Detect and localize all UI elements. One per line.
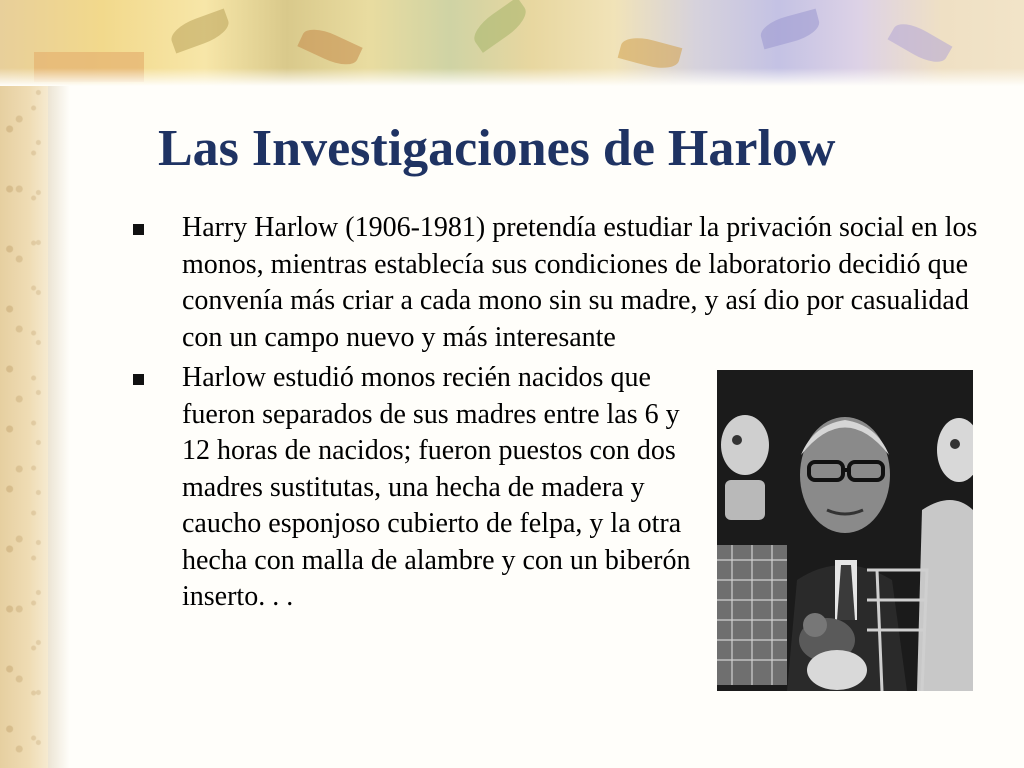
banner-block	[34, 52, 144, 82]
harlow-photo	[717, 370, 973, 691]
leaf-decoration	[167, 9, 232, 54]
photo-illustration	[717, 370, 973, 691]
slide-title: Las Investigaciones de Harlow	[158, 120, 836, 177]
leaf-decoration	[758, 9, 823, 50]
leaf-decoration	[468, 0, 532, 53]
top-decorative-banner	[0, 0, 1024, 86]
leaf-decoration	[618, 33, 683, 74]
bullet-text: Harry Harlow (1906-1981) pretendía estudiar la privación social en los monos, mientras establecía sus condiciones de laboratorio decidió que convenía más criar a cada mono sin su madre, y así dio por casualidad con un campo nuevo y más interesante	[182, 212, 978, 353]
square-bullet-icon	[133, 224, 144, 235]
leaf-decoration	[297, 23, 362, 72]
left-strip-shadow	[48, 0, 70, 768]
square-bullet-icon	[133, 374, 144, 385]
bullet-text: Harlow estudió monos recién nacidos que fueron separados de sus madres entre las 6 y 12 horas de nacidos; fueron puestos con dos madres sustitutas, una hecha de madera y caucho esponjoso cubierto de felpa, y la otra hecha con malla de alambre y con un biberón inserto. . .	[182, 362, 691, 612]
bullet-item	[130, 210, 990, 356]
leaf-decoration	[888, 17, 953, 70]
bullet-item	[130, 360, 702, 616]
left-texture-strip	[0, 0, 48, 768]
